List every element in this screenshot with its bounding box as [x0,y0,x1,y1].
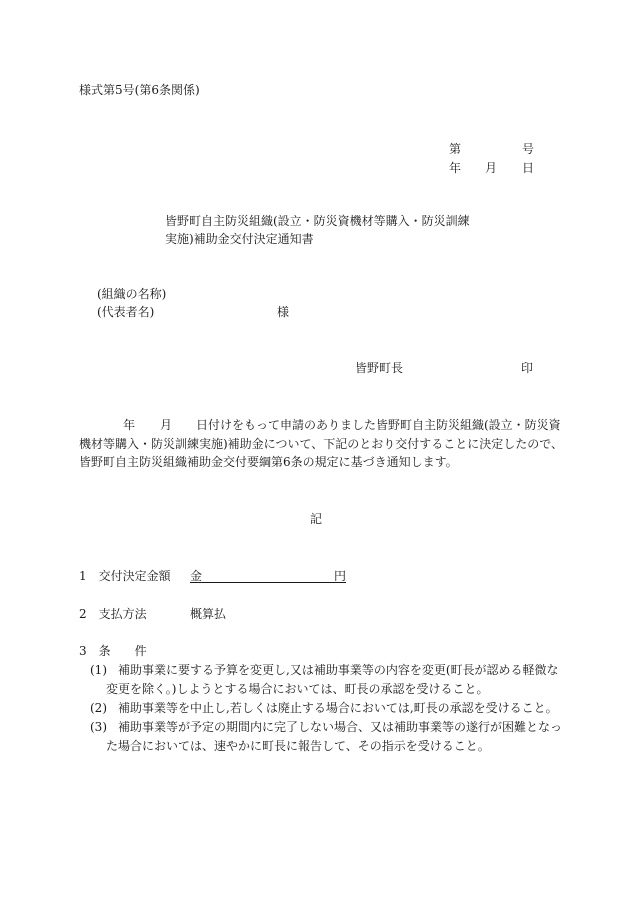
form-number: 様式第5号(第6条関係) [79,83,200,97]
representative-name-label: (代表者名) [97,305,155,319]
document-title-line2: 実施)補助金交付決定通知書 [165,232,314,246]
body-line1: 日付けをもって申請のありました皆野町自主防災組織(設立・防災資 [196,418,561,432]
condition-1-line2: 変更を除く。)しようとする場合においては、町長の承認を受けること。 [106,682,489,696]
condition-3-line1: 補助事業等が予定の期間内に完了しない場合、又は補助事業等の遂行が困難となっ [118,720,563,734]
condition-3-number: (3) [90,720,107,734]
issuer-name: 皆野町長 [355,361,404,375]
condition-2-number: (2) [90,701,107,715]
body-month: 月 [160,418,173,432]
condition-1-line1: 補助事業に要する予算を変更し,又は補助事業等の内容を変更(町長が認める軽微な [118,663,559,677]
ki-heading: 記 [310,512,323,526]
item3-label: 3 条 件 [79,644,147,658]
condition-1-number: (1) [90,663,107,677]
body-line3: 皆野町自主防災組織補助金交付要綱第6条の規定に基づき通知します。 [79,455,458,469]
document-number-suffix: 号 [522,142,535,156]
item2-value: 概算払 [190,607,227,621]
condition-2-line1: 補助事業等を中止し,若しくは廃止する場合においては,町長の承認を受けること。 [118,701,558,715]
body-line2: 機材等購入・防災訓練実施)補助金について、下記のとおり交付することに決定したので、 [79,437,563,451]
item1-label: 1 交付決定金額 [79,569,171,583]
seal-mark: 印 [521,361,534,375]
date-month: 月 [485,161,498,175]
body-year: 年 [123,418,136,432]
organization-name-label: (組織の名称) [97,287,167,301]
document-title-line1: 皆野町自主防災組織(設立・防災資機材等購入・防災訓練 [165,214,470,228]
honorific: 様 [277,305,290,319]
item1-amount: 金 円 [190,569,347,583]
date-year: 年 [449,161,462,175]
date-day: 日 [522,161,535,175]
document-number-prefix: 第 [449,142,462,156]
item2-label: 2 支払方法 [79,607,147,621]
condition-3-line2: た場合においては、速やかに町長に報告して、その指示を受けること。 [106,739,490,753]
